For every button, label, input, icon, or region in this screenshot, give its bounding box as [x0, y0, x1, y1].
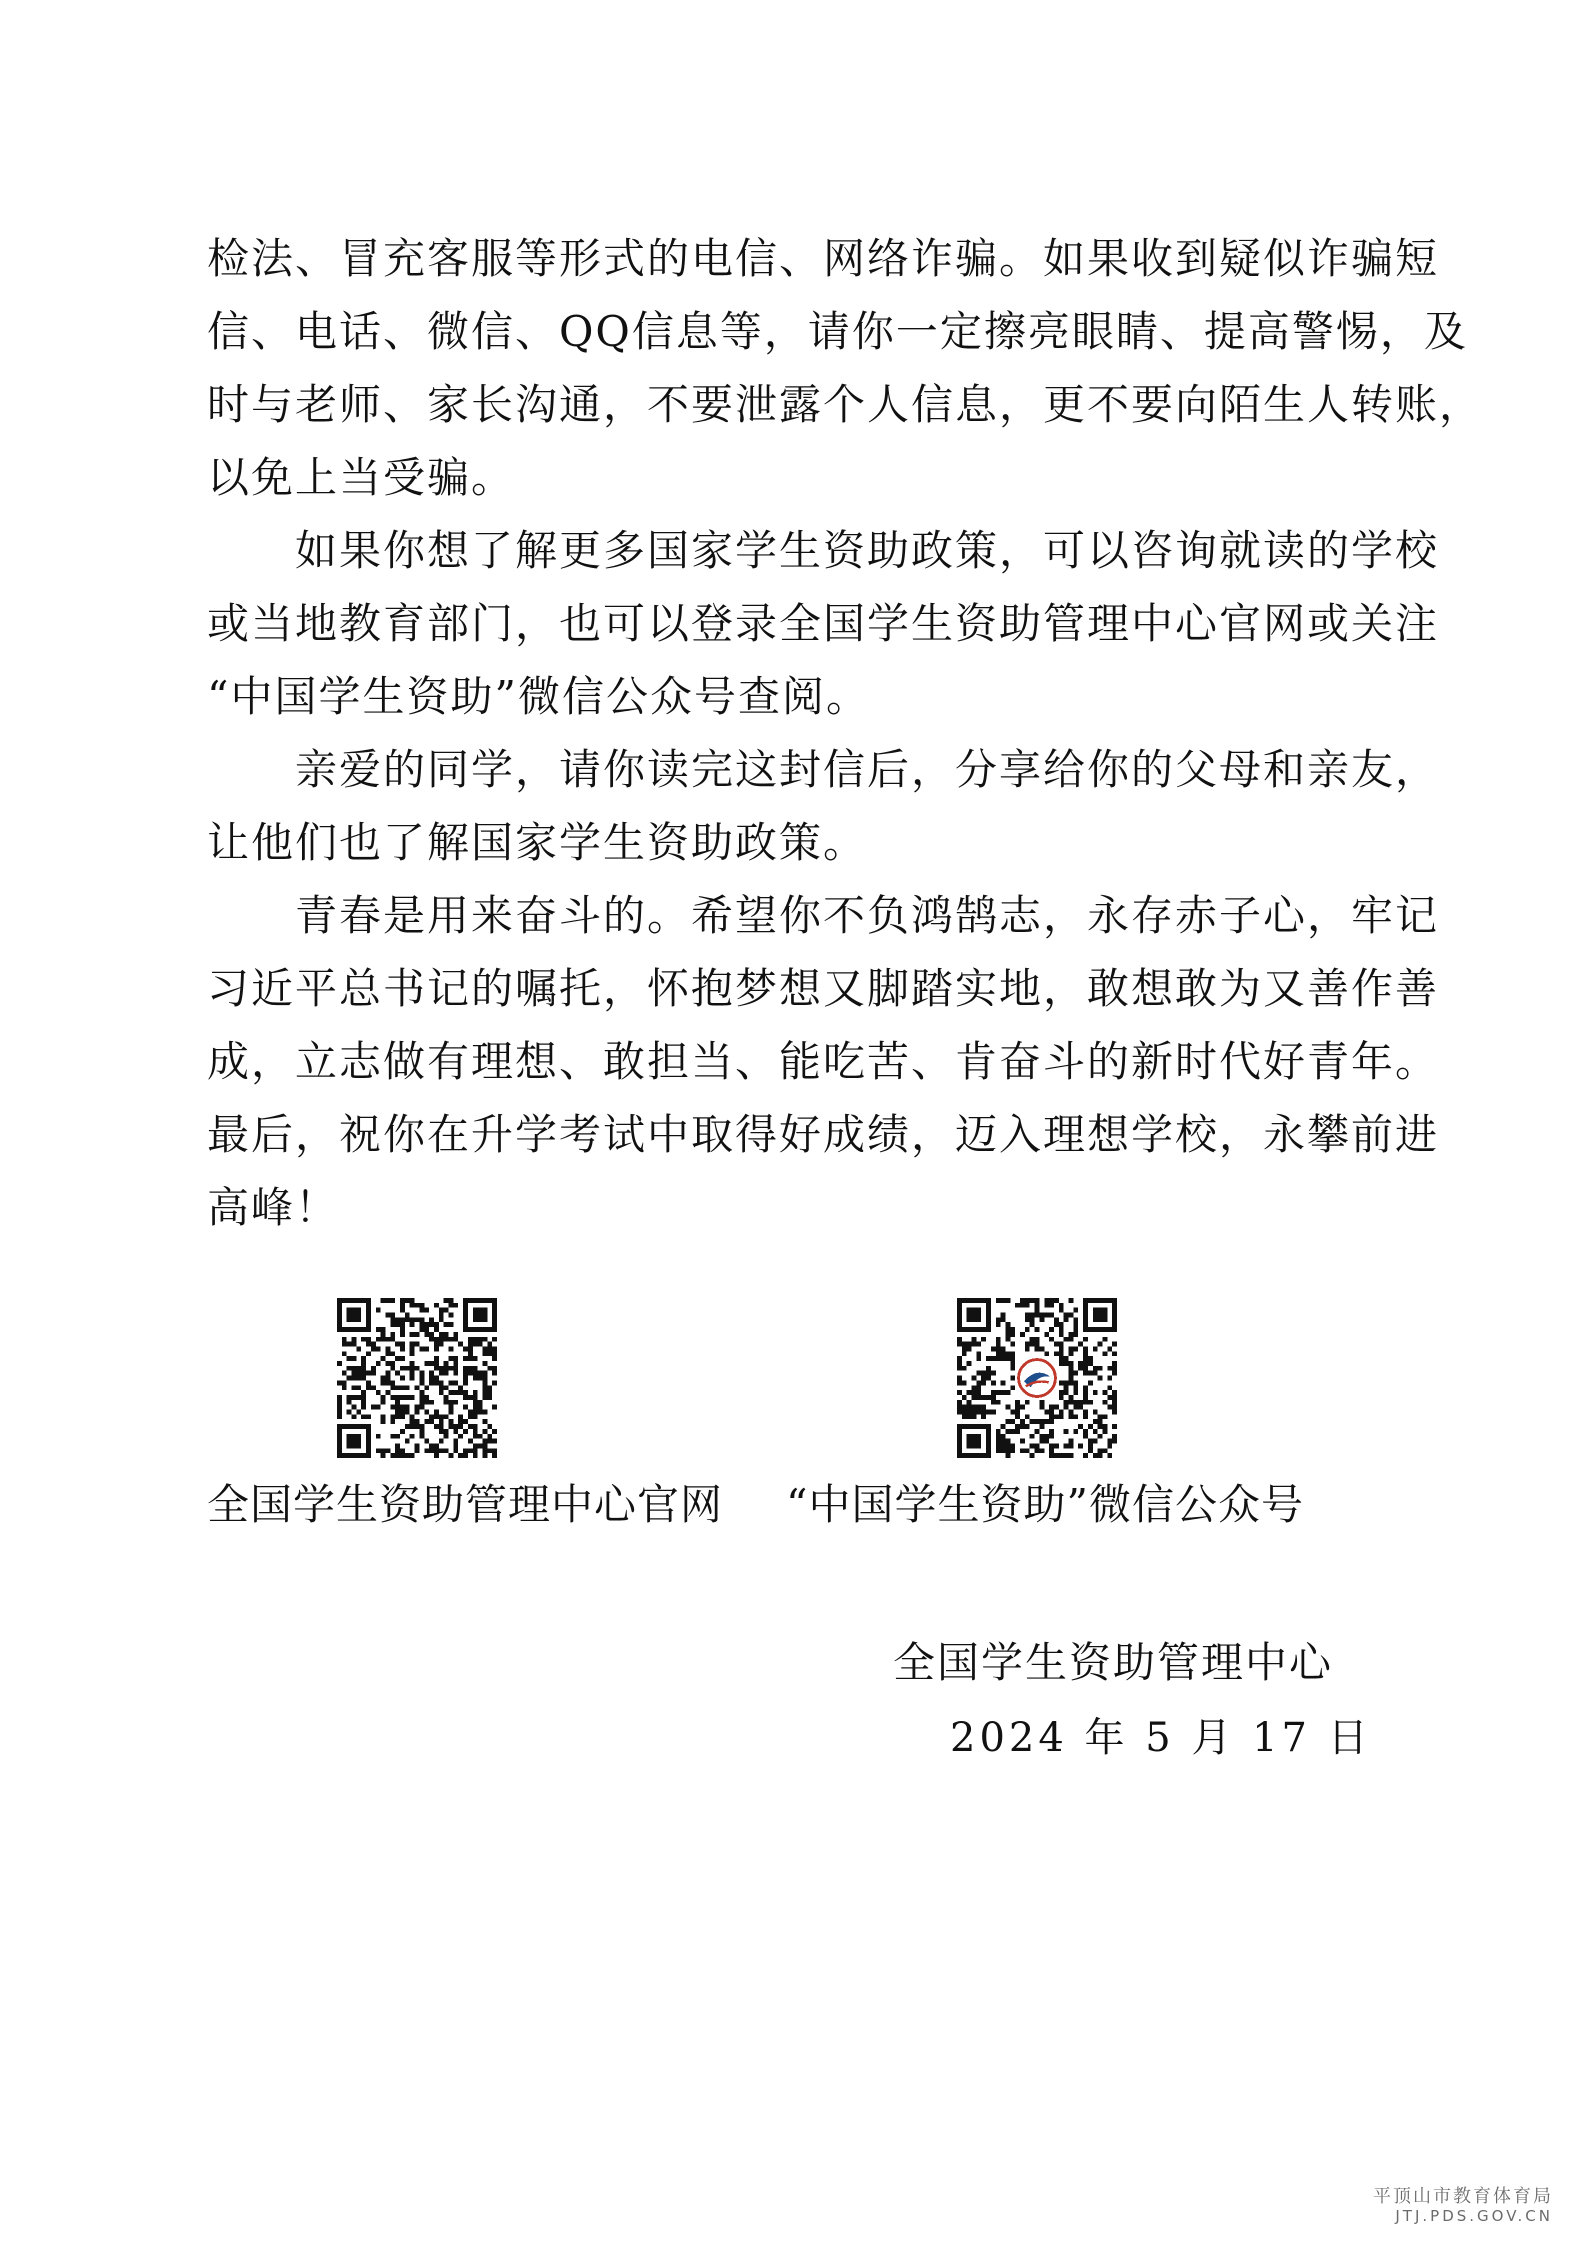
letter-line: “中国学生资助”微信公众号查阅。 — [207, 672, 870, 721]
letter-line: 时与老师、家长沟通，不要泄露个人信息，更不要向陌生人转账， — [207, 380, 1484, 429]
website-qr-caption: 全国学生资助管理中心官网 — [207, 1480, 724, 1529]
letter-body — [207, 222, 1484, 1244]
letter-line: 检法、冒充客服等形式的电信、网络诈骗。如果收到疑似诈骗短 — [207, 234, 1440, 283]
wechat-qr-code[interactable] — [957, 1298, 1117, 1458]
letter-line: 或当地教育部门，也可以登录全国学生资助管理中心官网或关注 — [207, 599, 1440, 648]
letter-line: 让他们也了解国家学生资助政策。 — [207, 818, 868, 867]
letter-line: 亲爱的同学，请你读完这封信后，分享给你的父母和亲友， — [207, 745, 1440, 794]
letter-line: 如果你想了解更多国家学生资助政策，可以咨询就读的学校 — [207, 526, 1440, 575]
letter-line: 以免上当受骗。 — [207, 453, 516, 502]
letter-line: 青春是用来奋斗的。希望你不负鸿鹄志，永存赤子心，牢记 — [207, 891, 1440, 940]
letter-line: 信、电话、微信、QQ信息等，请你一定擦亮眼睛、提高警惕，及 — [207, 307, 1468, 356]
letter-line: 最后，祝你在升学考试中取得好成绩，迈入理想学校，永攀前进 — [207, 1110, 1440, 1159]
watermark-url: JTJ.PDS.GOV.CN — [1395, 2207, 1553, 2225]
letter-line: 习近平总书记的嘱托，怀抱梦想又脚踏实地，敢想敢为又善作善 — [207, 964, 1440, 1013]
signature-date: 2024 年 5 月 17 日 — [950, 1715, 1372, 1761]
letter-line: 成，立志做有理想、敢担当、能吃苦、肯奋斗的新时代好青年。 — [207, 1037, 1440, 1086]
wechat-qr-caption: “中国学生资助”微信公众号 — [786, 1480, 1304, 1529]
letter-line: 高峰！ — [207, 1183, 340, 1232]
website-qr-code[interactable] — [337, 1298, 497, 1458]
watermark-site-name: 平顶山市教育体育局 — [1373, 2186, 1553, 2207]
signature-organization: 全国学生资助管理中心 — [893, 1638, 1334, 1687]
